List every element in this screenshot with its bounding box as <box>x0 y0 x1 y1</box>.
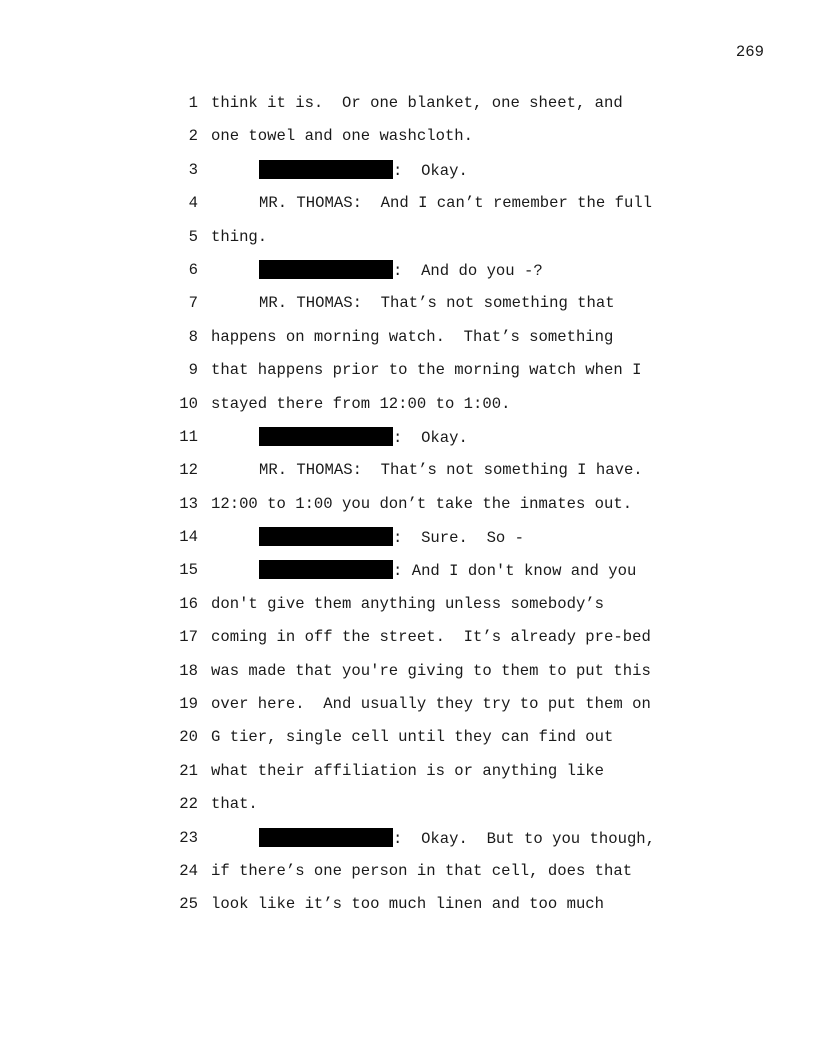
transcript-line <box>0 193 816 226</box>
line-number: 14 <box>179 528 198 547</box>
line-text <box>211 460 643 480</box>
line-number: 6 <box>188 260 198 279</box>
line-content: don't give them anything unless somebody’s <box>211 594 605 613</box>
line-number: 13 <box>179 494 198 513</box>
redacted-speaker-name <box>259 560 393 579</box>
line-number: 9 <box>188 361 198 380</box>
redacted-speaker-name <box>259 427 393 446</box>
line-content: over here. And usually they try to put them on <box>211 695 651 714</box>
line-number: 23 <box>179 828 198 847</box>
transcript-line <box>0 894 816 927</box>
line-text <box>211 727 613 747</box>
line-number: 17 <box>179 628 198 647</box>
line-number: 4 <box>188 194 198 213</box>
line-text <box>211 126 473 146</box>
line-text <box>211 93 623 113</box>
line-text <box>211 527 524 548</box>
line-content: : Okay. But to you though, <box>393 829 656 848</box>
transcript-line <box>0 227 816 260</box>
line-number: 16 <box>179 594 198 613</box>
page-number: 269 <box>735 43 764 61</box>
transcript-line <box>0 560 816 593</box>
line-text <box>211 627 651 647</box>
transcript-line <box>0 694 816 727</box>
line-text <box>211 360 641 380</box>
line-text <box>211 794 258 814</box>
line-number: 8 <box>188 327 198 346</box>
line-number: 10 <box>179 394 198 413</box>
line-text <box>211 761 604 781</box>
line-text <box>211 160 468 181</box>
line-number: 19 <box>179 695 198 714</box>
redacted-speaker-name <box>259 828 393 847</box>
transcript-line <box>0 828 816 861</box>
line-content: MR. THOMAS: That’s not something I have. <box>259 461 643 480</box>
line-content: MR. THOMAS: And I can’t remember the full <box>259 194 653 213</box>
line-text <box>211 594 604 614</box>
redacted-speaker-name <box>259 527 393 546</box>
line-text <box>211 193 652 213</box>
transcript-line <box>0 427 816 460</box>
transcript-line <box>0 527 816 560</box>
transcript-line <box>0 627 816 660</box>
line-content: : Okay. <box>393 428 468 447</box>
line-number: 3 <box>188 160 198 179</box>
line-number: 15 <box>179 561 198 580</box>
line-content: that. <box>211 795 258 814</box>
line-content: if there’s one person in that cell, does that <box>211 861 633 880</box>
line-content: stayed there from 12:00 to 1:00. <box>211 394 511 413</box>
line-text <box>211 694 651 714</box>
line-number: 18 <box>179 661 198 680</box>
line-content: coming in off the street. It’s already pre-bed <box>211 628 651 647</box>
transcript-line <box>0 327 816 360</box>
transcript-line <box>0 394 816 427</box>
line-number: 24 <box>179 861 198 880</box>
line-text <box>211 560 636 581</box>
line-number: 12 <box>179 461 198 480</box>
line-content: think it is. Or one blanket, one sheet, and <box>211 94 623 112</box>
line-content: thing. <box>211 227 268 246</box>
line-number: 22 <box>179 795 198 814</box>
line-content: G tier, single cell until they can find out <box>211 728 614 747</box>
transcript-line <box>0 494 816 527</box>
transcript-line <box>0 761 816 794</box>
line-text <box>211 260 543 281</box>
transcript-line <box>0 460 816 493</box>
line-number: 25 <box>179 895 198 914</box>
line-text <box>211 327 613 347</box>
transcript-line <box>0 727 816 760</box>
transcript-line <box>0 293 816 326</box>
line-number: 20 <box>179 728 198 747</box>
line-number: 21 <box>179 761 198 780</box>
transcript-line <box>0 661 816 694</box>
transcript-line <box>0 861 816 894</box>
line-text <box>211 394 510 414</box>
transcript-line <box>0 594 816 627</box>
redacted-speaker-name <box>259 260 393 279</box>
transcript-line <box>0 260 816 293</box>
line-text <box>211 293 615 313</box>
line-content: : And do you -? <box>393 261 543 280</box>
line-content: one towel and one washcloth. <box>211 127 474 146</box>
transcript-line <box>0 360 816 393</box>
line-content: : Sure. So - <box>393 529 525 548</box>
line-text <box>211 661 651 681</box>
line-content: that happens prior to the morning watch when I <box>211 361 642 380</box>
line-content: look like it’s too much linen and too much <box>211 895 605 914</box>
line-text <box>211 828 655 849</box>
line-number: 11 <box>179 427 198 446</box>
transcript-body <box>0 93 816 928</box>
line-content: : Okay. <box>393 161 468 180</box>
line-text <box>211 494 632 514</box>
transcript-line <box>0 93 816 126</box>
transcript-line <box>0 794 816 827</box>
line-content: what their affiliation is or anything like <box>211 761 605 780</box>
line-content: MR. THOMAS: That’s not something that <box>259 294 615 313</box>
line-text <box>211 894 604 914</box>
line-number: 2 <box>188 127 198 146</box>
line-text <box>211 861 632 881</box>
transcript-line <box>0 126 816 159</box>
line-content: was made that you're giving to them to put this <box>211 661 651 680</box>
redacted-speaker-name <box>259 160 393 179</box>
line-text <box>211 227 267 247</box>
line-number: 5 <box>188 227 198 246</box>
line-content: 12:00 to 1:00 you don’t take the inmates out. <box>211 494 633 513</box>
line-number: 7 <box>188 294 198 313</box>
line-text <box>211 427 468 448</box>
transcript-line <box>0 160 816 193</box>
line-content: happens on morning watch. That’s something <box>211 327 614 346</box>
line-content: : And I don't know and you <box>393 562 637 581</box>
line-number: 1 <box>188 94 198 112</box>
